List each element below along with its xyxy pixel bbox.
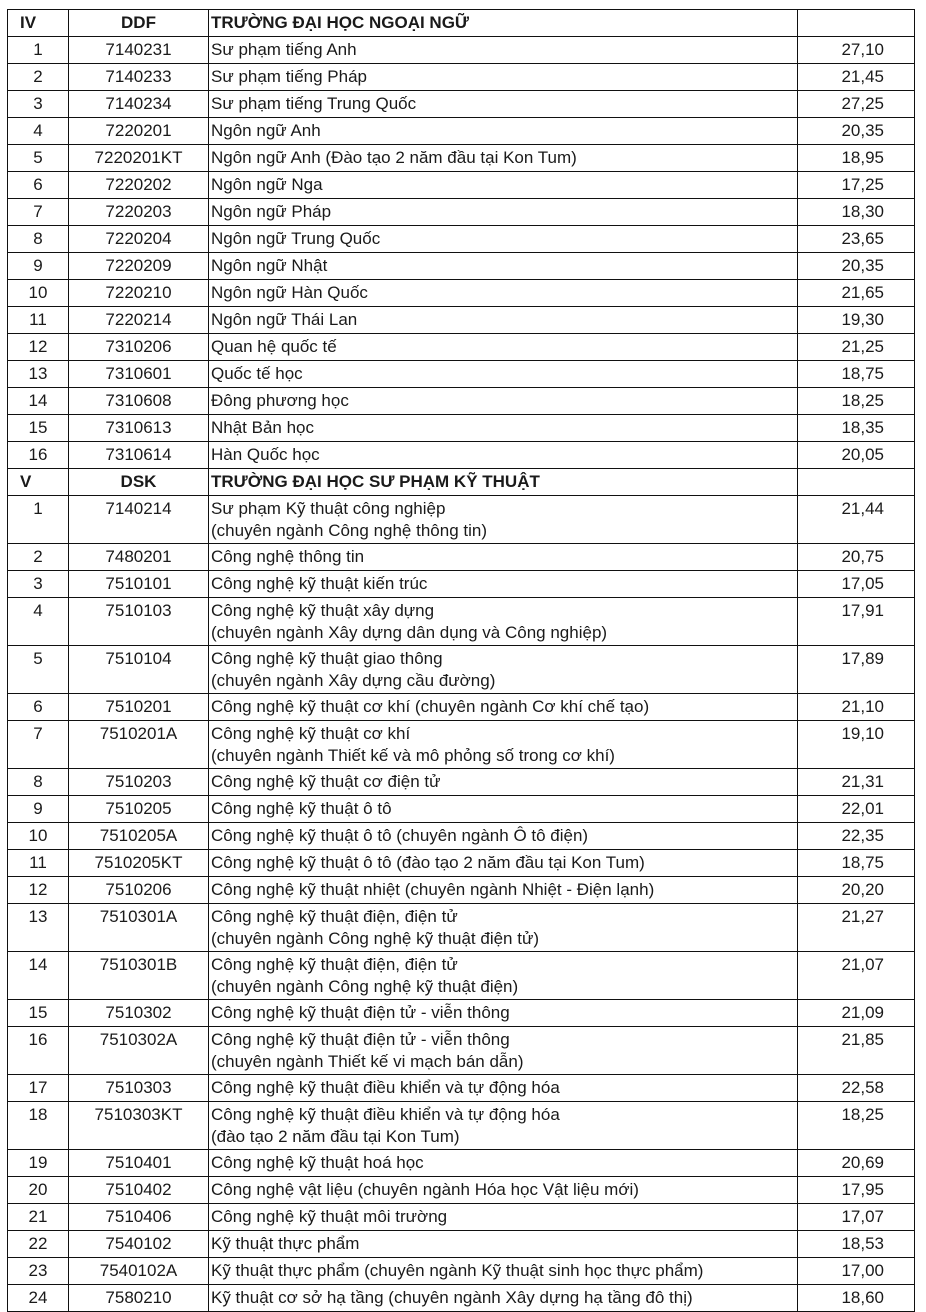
major-code: 7310608 xyxy=(69,388,209,415)
row-index: 12 xyxy=(8,334,69,361)
major-name xyxy=(209,1285,798,1312)
major-name-line: Công nghệ kỹ thuật cơ khí xyxy=(211,724,411,743)
major-name xyxy=(209,64,798,91)
major-specialization-line: (chuyên ngành Thiết kế vi mạch bán dẫn) xyxy=(211,1052,524,1071)
admission-score: 18,60 xyxy=(798,1285,915,1312)
major-name-line: Công nghệ kỹ thuật xây dựng xyxy=(211,601,435,620)
major-code: 7310206 xyxy=(69,334,209,361)
major-code: 7510302A xyxy=(69,1027,209,1075)
school-header-row xyxy=(8,10,915,37)
admission-score: 18,53 xyxy=(798,1231,915,1258)
major-name xyxy=(209,145,798,172)
table-row xyxy=(8,199,915,226)
row-index: 12 xyxy=(8,877,69,904)
row-index: 3 xyxy=(8,91,69,118)
row-index: 9 xyxy=(8,796,69,823)
row-index: 10 xyxy=(8,280,69,307)
row-index: 24 xyxy=(8,1285,69,1312)
major-code: 7310601 xyxy=(69,361,209,388)
table-row xyxy=(8,952,915,1000)
admission-score: 22,35 xyxy=(798,823,915,850)
school-code: DDF xyxy=(69,10,209,37)
major-code: 7310614 xyxy=(69,442,209,469)
row-index: 17 xyxy=(8,1075,69,1102)
major-name-line: Công nghệ kỹ thuật điện, điện tử xyxy=(211,955,458,974)
major-specialization-line: (chuyên ngành Thiết kế và mô phỏng số trong cơ khí) xyxy=(211,746,615,765)
table-row xyxy=(8,1177,915,1204)
major-name xyxy=(209,823,798,850)
row-index: 19 xyxy=(8,1150,69,1177)
row-index: 1 xyxy=(8,496,69,544)
major-name-line: Sư phạm tiếng Anh xyxy=(211,40,357,59)
table-row xyxy=(8,646,915,694)
row-index: 6 xyxy=(8,172,69,199)
school-header-row xyxy=(8,469,915,496)
major-code: 7220204 xyxy=(69,226,209,253)
school-score-empty xyxy=(798,469,915,496)
major-name xyxy=(209,721,798,769)
major-name-line: Công nghệ kỹ thuật giao thông xyxy=(211,649,443,668)
admission-score: 19,30 xyxy=(798,307,915,334)
row-index: 2 xyxy=(8,64,69,91)
row-index: 15 xyxy=(8,1000,69,1027)
table-row xyxy=(8,280,915,307)
major-code: 7510205 xyxy=(69,796,209,823)
admission-score: 23,65 xyxy=(798,226,915,253)
admission-score: 21,44 xyxy=(798,496,915,544)
major-name-line: Kỹ thuật thực phẩm xyxy=(211,1234,360,1253)
table-row xyxy=(8,769,915,796)
admission-score-sheet xyxy=(7,9,915,1312)
row-index: 16 xyxy=(8,442,69,469)
table-row xyxy=(8,64,915,91)
table-row xyxy=(8,118,915,145)
major-name-line: Ngôn ngữ Nga xyxy=(211,175,323,194)
major-name-line: Sư phạm tiếng Trung Quốc xyxy=(211,94,417,113)
admission-score: 21,85 xyxy=(798,1027,915,1075)
major-code: 7140214 xyxy=(69,496,209,544)
major-code: 7510301B xyxy=(69,952,209,1000)
admission-score: 21,09 xyxy=(798,1000,915,1027)
major-code: 7510206 xyxy=(69,877,209,904)
major-code: 7220201 xyxy=(69,118,209,145)
major-name xyxy=(209,307,798,334)
row-index: 4 xyxy=(8,118,69,145)
school-score-empty xyxy=(798,10,915,37)
major-name xyxy=(209,442,798,469)
major-code: 7580210 xyxy=(69,1285,209,1312)
school-roman-number: IV xyxy=(8,10,69,37)
school-title: TRƯỜNG ĐẠI HỌC NGOẠI NGỮ xyxy=(209,10,798,37)
table-row xyxy=(8,571,915,598)
row-index: 7 xyxy=(8,721,69,769)
table-row xyxy=(8,694,915,721)
admission-score: 22,01 xyxy=(798,796,915,823)
major-name xyxy=(209,388,798,415)
major-name-line: Quốc tế học xyxy=(211,364,303,383)
admission-score: 21,25 xyxy=(798,334,915,361)
major-specialization-line: (chuyên ngành Xây dựng dân dụng và Công nghiệp) xyxy=(211,623,608,642)
major-name xyxy=(209,1102,798,1150)
admission-score: 17,00 xyxy=(798,1258,915,1285)
row-index: 18 xyxy=(8,1102,69,1150)
table-row xyxy=(8,442,915,469)
major-name-line: Ngôn ngữ Trung Quốc xyxy=(211,229,381,248)
admission-score: 21,45 xyxy=(798,64,915,91)
major-code: 7220201KT xyxy=(69,145,209,172)
admission-score: 17,05 xyxy=(798,571,915,598)
major-name xyxy=(209,904,798,952)
table-row xyxy=(8,1000,915,1027)
major-specialization-line: (đào tạo 2 năm đầu tại Kon Tum) xyxy=(211,1127,460,1146)
major-name-line: Công nghệ kỹ thuật nhiệt (chuyên ngành Nhiệt - Điện lạnh) xyxy=(211,880,655,899)
admission-score: 18,30 xyxy=(798,199,915,226)
major-name xyxy=(209,226,798,253)
major-name-line: Công nghệ kỹ thuật ô tô (chuyên ngành Ô tô điện) xyxy=(211,826,589,845)
major-name-line: Công nghệ vật liệu (chuyên ngành Hóa học Vật liệu mới) xyxy=(211,1180,639,1199)
major-name-line: Công nghệ kỹ thuật điện tử - viễn thông xyxy=(211,1003,510,1022)
table-row xyxy=(8,721,915,769)
admission-score: 17,89 xyxy=(798,646,915,694)
row-index: 3 xyxy=(8,571,69,598)
major-name xyxy=(209,1000,798,1027)
table-row xyxy=(8,1258,915,1285)
table-row xyxy=(8,796,915,823)
major-specialization-line: (chuyên ngành Công nghệ kỹ thuật điện tử) xyxy=(211,929,539,948)
admission-score: 21,65 xyxy=(798,280,915,307)
major-code: 7480201 xyxy=(69,544,209,571)
major-code: 7510201A xyxy=(69,721,209,769)
major-name-line: Công nghệ kỹ thuật kiến trúc xyxy=(211,574,428,593)
admission-score: 17,25 xyxy=(798,172,915,199)
admission-score: 17,91 xyxy=(798,598,915,646)
major-name xyxy=(209,37,798,64)
admission-score: 20,20 xyxy=(798,877,915,904)
row-index: 2 xyxy=(8,544,69,571)
table-row xyxy=(8,598,915,646)
row-index: 21 xyxy=(8,1204,69,1231)
admission-score: 18,25 xyxy=(798,1102,915,1150)
major-code: 7510406 xyxy=(69,1204,209,1231)
admission-score: 18,75 xyxy=(798,850,915,877)
major-name-line: Nhật Bản học xyxy=(211,418,315,437)
major-name xyxy=(209,172,798,199)
admission-score: 20,05 xyxy=(798,442,915,469)
admission-score: 20,69 xyxy=(798,1150,915,1177)
major-specialization-line: (chuyên ngành Công nghệ kỹ thuật điện) xyxy=(211,977,519,996)
row-index: 9 xyxy=(8,253,69,280)
table-row xyxy=(8,850,915,877)
major-name xyxy=(209,334,798,361)
major-name xyxy=(209,280,798,307)
major-name xyxy=(209,769,798,796)
row-index: 4 xyxy=(8,598,69,646)
major-name-line: Sư phạm Kỹ thuật công nghiệp xyxy=(211,499,446,518)
major-name-line: Công nghệ kỹ thuật hoá học xyxy=(211,1153,424,1172)
major-code: 7220214 xyxy=(69,307,209,334)
major-name-line: Công nghệ kỹ thuật cơ khí (chuyên ngành Cơ khí chế tạo) xyxy=(211,697,650,716)
row-index: 10 xyxy=(8,823,69,850)
major-name-line: Kỹ thuật cơ sở hạ tầng (chuyên ngành Xây dựng hạ tầng đô thị) xyxy=(211,1288,693,1307)
school-roman-number: V xyxy=(8,469,69,496)
major-code: 7510205KT xyxy=(69,850,209,877)
major-name xyxy=(209,496,798,544)
major-code: 7510303 xyxy=(69,1075,209,1102)
row-index: 8 xyxy=(8,769,69,796)
major-code: 7140231 xyxy=(69,37,209,64)
row-index: 5 xyxy=(8,646,69,694)
table-row xyxy=(8,253,915,280)
major-code: 7140234 xyxy=(69,91,209,118)
table-row xyxy=(8,361,915,388)
row-index: 20 xyxy=(8,1177,69,1204)
major-name xyxy=(209,1258,798,1285)
major-name xyxy=(209,877,798,904)
major-name xyxy=(209,1204,798,1231)
row-index: 11 xyxy=(8,307,69,334)
admission-score: 21,07 xyxy=(798,952,915,1000)
major-name-line: Quan hệ quốc tế xyxy=(211,337,337,356)
major-code: 7310613 xyxy=(69,415,209,442)
admission-score: 17,95 xyxy=(798,1177,915,1204)
major-code: 7510103 xyxy=(69,598,209,646)
major-name-line: Công nghệ kỹ thuật điện, điện tử xyxy=(211,907,458,926)
table-row xyxy=(8,877,915,904)
row-index: 7 xyxy=(8,199,69,226)
major-code: 7510302 xyxy=(69,1000,209,1027)
admission-score: 19,10 xyxy=(798,721,915,769)
admission-score: 18,35 xyxy=(798,415,915,442)
major-code: 7540102A xyxy=(69,1258,209,1285)
major-name xyxy=(209,361,798,388)
major-name xyxy=(209,253,798,280)
major-name xyxy=(209,571,798,598)
admission-score: 27,10 xyxy=(798,37,915,64)
table-row xyxy=(8,37,915,64)
major-specialization-line: (chuyên ngành Công nghệ thông tin) xyxy=(211,521,487,540)
admission-score: 20,35 xyxy=(798,253,915,280)
table-row xyxy=(8,1075,915,1102)
major-code: 7510401 xyxy=(69,1150,209,1177)
school-code: DSK xyxy=(69,469,209,496)
major-name-line: Ngôn ngữ Nhật xyxy=(211,256,328,275)
admission-score: 21,27 xyxy=(798,904,915,952)
major-code: 7510402 xyxy=(69,1177,209,1204)
admission-score: 21,10 xyxy=(798,694,915,721)
major-name-line: Đông phương học xyxy=(211,391,349,410)
major-name xyxy=(209,1075,798,1102)
row-index: 13 xyxy=(8,361,69,388)
major-name-line: Ngôn ngữ Hàn Quốc xyxy=(211,283,368,302)
major-name xyxy=(209,118,798,145)
admission-score: 18,75 xyxy=(798,361,915,388)
major-name-line: Sư phạm tiếng Pháp xyxy=(211,67,367,86)
major-name-line: Kỹ thuật thực phẩm (chuyên ngành Kỹ thuật sinh học thực phẩm) xyxy=(211,1261,704,1280)
major-name xyxy=(209,694,798,721)
row-index: 11 xyxy=(8,850,69,877)
major-code: 7510201 xyxy=(69,694,209,721)
table-row xyxy=(8,388,915,415)
table-row xyxy=(8,1027,915,1075)
major-name xyxy=(209,850,798,877)
major-code: 7510104 xyxy=(69,646,209,694)
major-name xyxy=(209,1177,798,1204)
major-name xyxy=(209,952,798,1000)
table-row xyxy=(8,1231,915,1258)
major-code: 7220203 xyxy=(69,199,209,226)
major-code: 7540102 xyxy=(69,1231,209,1258)
table-row xyxy=(8,145,915,172)
major-name-line: Công nghệ kỹ thuật điều khiển và tự động hóa xyxy=(211,1078,560,1097)
admission-score: 18,95 xyxy=(798,145,915,172)
table-row xyxy=(8,544,915,571)
row-index: 23 xyxy=(8,1258,69,1285)
major-code: 7140233 xyxy=(69,64,209,91)
row-index: 1 xyxy=(8,37,69,64)
row-index: 13 xyxy=(8,904,69,952)
row-index: 16 xyxy=(8,1027,69,1075)
table-row xyxy=(8,415,915,442)
major-name xyxy=(209,1231,798,1258)
row-index: 15 xyxy=(8,415,69,442)
admission-score: 18,25 xyxy=(798,388,915,415)
major-name xyxy=(209,1027,798,1075)
major-code: 7510205A xyxy=(69,823,209,850)
admission-score: 20,35 xyxy=(798,118,915,145)
major-code: 7510301A xyxy=(69,904,209,952)
major-code: 7220209 xyxy=(69,253,209,280)
table-row xyxy=(8,226,915,253)
admission-score: 22,58 xyxy=(798,1075,915,1102)
row-index: 6 xyxy=(8,694,69,721)
major-name-line: Công nghệ kỹ thuật điều khiển và tự động hóa xyxy=(211,1105,560,1124)
major-code: 7220210 xyxy=(69,280,209,307)
row-index: 5 xyxy=(8,145,69,172)
major-name xyxy=(209,796,798,823)
admission-score: 20,75 xyxy=(798,544,915,571)
admission-score-table xyxy=(7,9,915,1312)
major-code: 7510303KT xyxy=(69,1102,209,1150)
row-index: 14 xyxy=(8,388,69,415)
admission-score: 17,07 xyxy=(798,1204,915,1231)
major-name xyxy=(209,544,798,571)
admission-score: 21,31 xyxy=(798,769,915,796)
major-specialization-line: (chuyên ngành Xây dựng cầu đường) xyxy=(211,671,496,690)
school-title: TRƯỜNG ĐẠI HỌC SƯ PHẠM KỸ THUẬT xyxy=(209,469,798,496)
table-row xyxy=(8,904,915,952)
row-index: 14 xyxy=(8,952,69,1000)
major-code: 7510203 xyxy=(69,769,209,796)
table-row xyxy=(8,1204,915,1231)
table-row xyxy=(8,1150,915,1177)
major-name-line: Ngôn ngữ Anh xyxy=(211,121,321,140)
major-name-line: Công nghệ kỹ thuật cơ điện tử xyxy=(211,772,441,791)
table-row xyxy=(8,91,915,118)
major-name-line: Ngôn ngữ Pháp xyxy=(211,202,332,221)
table-body xyxy=(8,10,915,1312)
major-name xyxy=(209,91,798,118)
major-name xyxy=(209,598,798,646)
major-name-line: Công nghệ kỹ thuật ô tô (đào tạo 2 năm đầu tại Kon Tum) xyxy=(211,853,645,872)
major-name xyxy=(209,199,798,226)
table-row xyxy=(8,1285,915,1312)
table-row xyxy=(8,172,915,199)
major-name-line: Công nghệ kỹ thuật ô tô xyxy=(211,799,392,818)
major-code: 7510101 xyxy=(69,571,209,598)
table-row xyxy=(8,496,915,544)
major-name xyxy=(209,415,798,442)
admission-score: 27,25 xyxy=(798,91,915,118)
major-name-line: Công nghệ kỹ thuật môi trường xyxy=(211,1207,448,1226)
major-name xyxy=(209,646,798,694)
row-index: 8 xyxy=(8,226,69,253)
table-row xyxy=(8,823,915,850)
major-code: 7220202 xyxy=(69,172,209,199)
major-name-line: Công nghệ thông tin xyxy=(211,547,365,566)
table-row xyxy=(8,307,915,334)
major-name-line: Ngôn ngữ Thái Lan xyxy=(211,310,358,329)
major-name-line: Công nghệ kỹ thuật điện tử - viễn thông xyxy=(211,1030,510,1049)
table-row xyxy=(8,1102,915,1150)
major-name-line: Hàn Quốc học xyxy=(211,445,320,464)
major-name-line: Ngôn ngữ Anh (Đào tạo 2 năm đầu tại Kon Tum) xyxy=(211,148,577,167)
table-row xyxy=(8,334,915,361)
row-index: 22 xyxy=(8,1231,69,1258)
major-name xyxy=(209,1150,798,1177)
